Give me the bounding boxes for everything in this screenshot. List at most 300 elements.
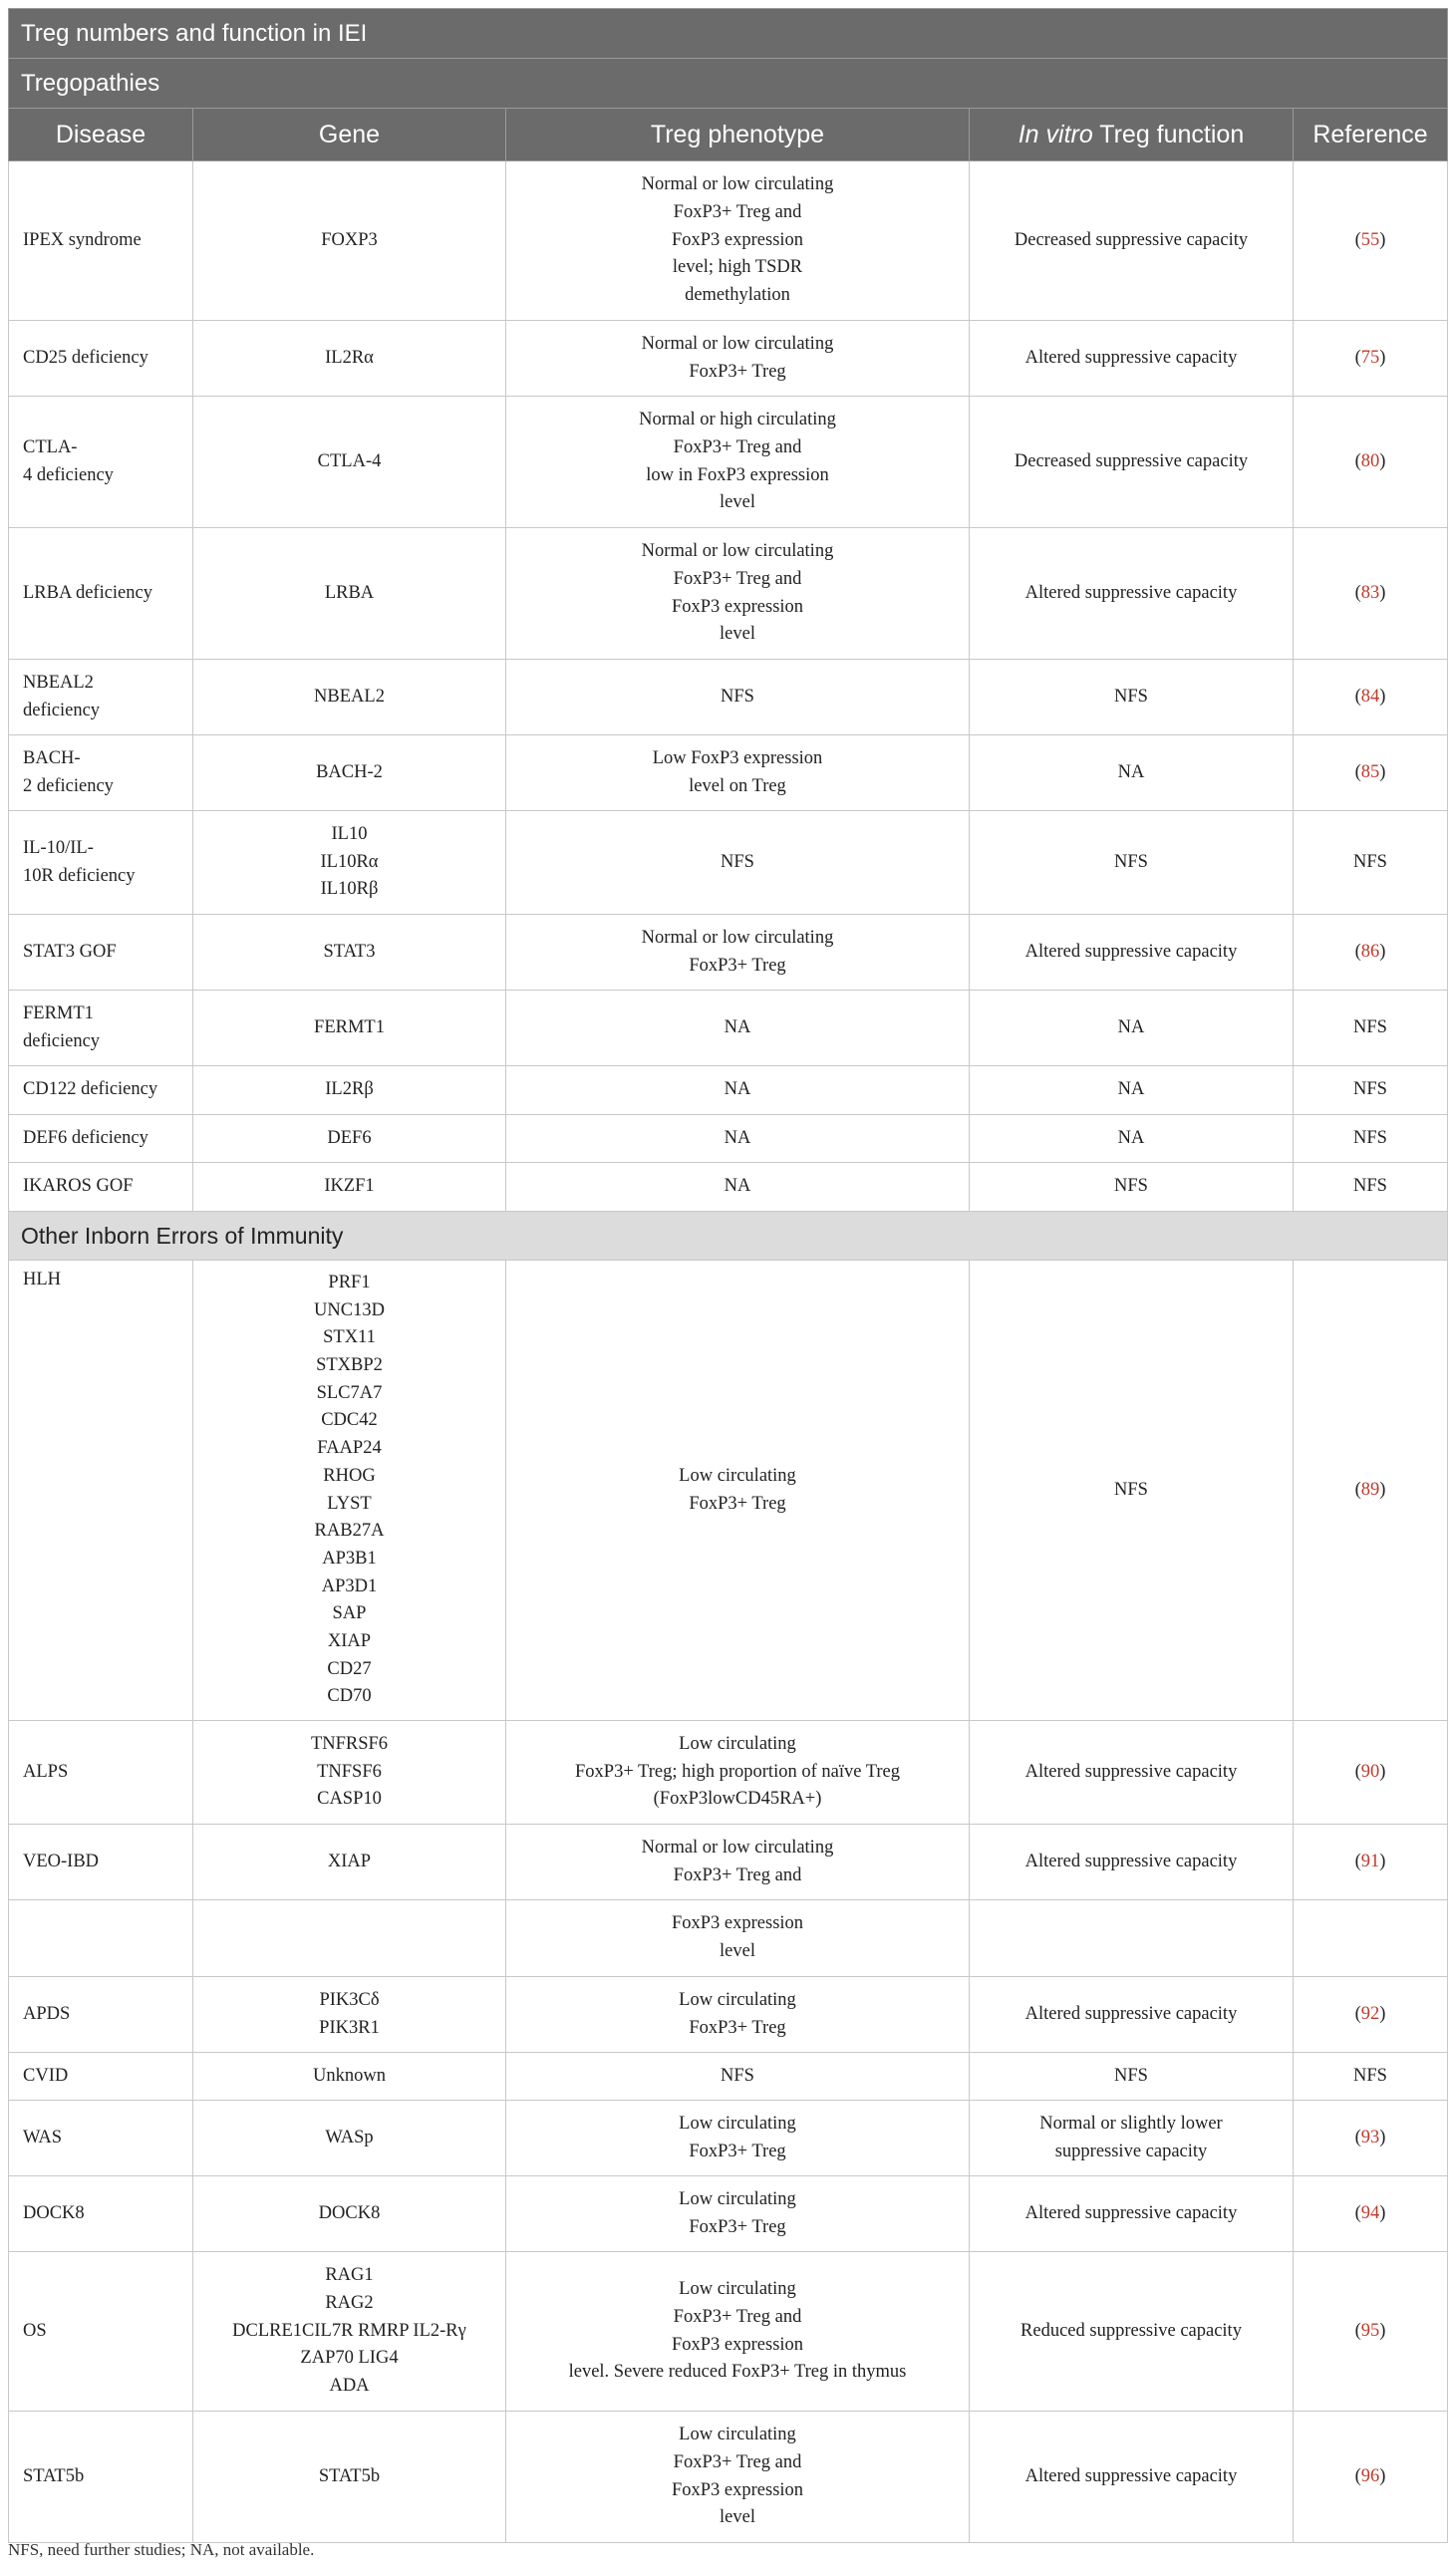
- gene-cell: [193, 161, 506, 321]
- phenotype-cell-line: Normal or low circulating: [641, 541, 834, 562]
- function-cell: [970, 1115, 1294, 1163]
- reference-link[interactable]: 85: [1360, 761, 1380, 782]
- table-row: [9, 1900, 1448, 1977]
- disease-cell: [9, 811, 193, 915]
- function-cell-line: Altered suppressive capacity: [1024, 582, 1238, 603]
- reference-text: NFS: [1353, 1016, 1387, 1037]
- phenotype-cell: [506, 1900, 970, 1977]
- disease-cell-line: 10R deficiency: [23, 865, 136, 886]
- disease-cell-line: LRBA deficiency: [23, 582, 152, 603]
- ref-open-paren: (: [1354, 2465, 1361, 2486]
- function-cell: [970, 321, 1294, 397]
- reference-link[interactable]: 75: [1360, 347, 1380, 368]
- gene-cell-line: CDC42: [321, 1410, 378, 1431]
- disease-cell-line: STAT3 GOF: [23, 941, 117, 962]
- phenotype-cell: [506, 660, 970, 735]
- function-cell: [970, 2053, 1294, 2101]
- phenotype-cell-line: Low circulating: [679, 2188, 796, 2209]
- disease-cell-line: BACH-: [23, 747, 81, 768]
- phenotype-cell-line: FoxP3 expression: [671, 1913, 804, 1934]
- function-cell: [970, 1900, 1294, 1977]
- reference-cell: [1294, 1163, 1448, 1212]
- disease-cell: [9, 2053, 193, 2101]
- table-row: [9, 321, 1448, 397]
- ref-open-paren: (: [1354, 2320, 1361, 2341]
- disease-cell: [9, 915, 193, 991]
- disease-cell-line: ALPS: [23, 1761, 69, 1782]
- phenotype-cell-line: level. Severe reduced FoxP3+ Treg in thymus: [568, 2362, 907, 2383]
- phenotype-cell-line: FoxP3+ Treg and: [673, 1864, 802, 1885]
- col-header-reference: Reference: [1294, 109, 1448, 161]
- ref-open-paren: (: [1354, 2127, 1361, 2147]
- function-cell: [970, 528, 1294, 660]
- disease-cell-line: FERMT1: [23, 1002, 94, 1023]
- disease-cell: [9, 735, 193, 811]
- reference-cell: [1294, 811, 1448, 915]
- ref-close-paren: ): [1379, 229, 1386, 250]
- reference-link[interactable]: 96: [1360, 2465, 1380, 2486]
- phenotype-cell-line: FoxP3+ Treg: [689, 361, 786, 382]
- phenotype-cell-line: FoxP3+ Treg and: [673, 2451, 802, 2472]
- function-cell-line: Altered suppressive capacity: [1024, 2465, 1238, 2486]
- ref-open-paren: (: [1354, 941, 1361, 962]
- function-cell: [970, 735, 1294, 811]
- disease-cell-line: DOCK8: [23, 2202, 85, 2223]
- reference-cell: [1294, 2176, 1448, 2252]
- treg-table: [8, 8, 1448, 2543]
- ref-open-paren: (: [1354, 1851, 1361, 1871]
- disease-cell: [9, 2252, 193, 2412]
- gene-cell: [193, 735, 506, 811]
- ref-close-paren: ): [1379, 2003, 1386, 2024]
- function-cell: [970, 1721, 1294, 1825]
- gene-cell: [193, 660, 506, 735]
- ref-open-paren: (: [1354, 1761, 1361, 1782]
- gene-cell-line: SLC7A7: [316, 1382, 383, 1403]
- reference-link[interactable]: 92: [1360, 2003, 1380, 2024]
- phenotype-cell-line: low in FoxP3 expression: [646, 464, 829, 485]
- disease-cell-line: 4 deficiency: [23, 464, 114, 485]
- disease-cell: [9, 1825, 193, 1900]
- phenotype-cell-line: FoxP3+ Treg; high proportion of naïve Treg: [575, 1761, 900, 1782]
- ref-close-paren: ): [1379, 450, 1386, 471]
- phenotype-cell-line: FoxP3 expression: [671, 2479, 804, 2500]
- disease-cell: [9, 2412, 193, 2543]
- disease-cell-line: deficiency: [23, 1030, 101, 1051]
- ref-close-paren: ): [1379, 1479, 1386, 1500]
- gene-cell-line: XIAP: [327, 1851, 372, 1871]
- ref-open-paren: (: [1354, 229, 1361, 250]
- function-cell: [970, 2412, 1294, 2543]
- phenotype-cell: [506, 1721, 970, 1825]
- tregopathies-rows: [9, 161, 1448, 1212]
- gene-cell-line: ZAP70 LIG4: [300, 2348, 399, 2369]
- disease-cell-line: NBEAL2: [23, 672, 94, 693]
- ref-close-paren: ): [1379, 2320, 1386, 2341]
- reference-cell: [1294, 735, 1448, 811]
- reference-link[interactable]: 91: [1360, 1851, 1380, 1871]
- disease-cell-line: deficiency: [23, 700, 101, 720]
- table-row: [9, 915, 1448, 991]
- ref-close-paren: ): [1379, 686, 1386, 707]
- other-iei-rows: [9, 1261, 1448, 2543]
- phenotype-cell: [506, 2053, 970, 2101]
- gene-cell-line: IL2Rβ: [325, 1079, 374, 1100]
- phenotype-cell-line: Low circulating: [679, 2279, 796, 2300]
- gene-cell-line: PRF1: [328, 1272, 371, 1292]
- table-row: [9, 2176, 1448, 2252]
- gene-cell-line: IL10Rα: [320, 851, 379, 872]
- phenotype-cell: [506, 915, 970, 991]
- reference-link[interactable]: 94: [1360, 2202, 1380, 2223]
- phenotype-cell-line: Low circulating: [679, 2113, 796, 2134]
- reference-link[interactable]: 93: [1360, 2127, 1380, 2147]
- function-cell: [970, 1066, 1294, 1115]
- gene-cell-line: NBEAL2: [314, 686, 385, 707]
- gene-cell-line: IKZF1: [324, 1176, 375, 1197]
- phenotype-cell-line: FoxP3+ Treg: [689, 2017, 786, 2038]
- gene-cell-line: TNFRSF6: [310, 1733, 389, 1754]
- table-row: [9, 2412, 1448, 2543]
- gene-cell: [193, 397, 506, 528]
- phenotype-cell-line: NA: [724, 1176, 751, 1197]
- phenotype-cell-line: NFS: [721, 2065, 754, 2086]
- disease-cell: [9, 397, 193, 528]
- table-title: Treg numbers and function in IEI: [9, 9, 1448, 59]
- table-row: [9, 1721, 1448, 1825]
- function-cell: [970, 2252, 1294, 2412]
- phenotype-cell-line: FoxP3+ Treg and: [673, 568, 802, 589]
- phenotype-cell-line: FoxP3+ Treg: [689, 1493, 786, 1514]
- function-cell-line: Altered suppressive capacity: [1024, 2202, 1238, 2223]
- table-container: [8, 8, 1447, 2543]
- ref-close-paren: ): [1379, 1851, 1386, 1871]
- function-cell-line: Reduced suppressive capacity: [1020, 2320, 1242, 2341]
- phenotype-cell-line: (FoxP3lowCD45RA+): [653, 1789, 822, 1810]
- gene-cell-line: WASp: [325, 2127, 374, 2147]
- function-cell-line: Altered suppressive capacity: [1024, 1761, 1238, 1782]
- function-cell-line: NFS: [1114, 686, 1148, 707]
- phenotype-cell-line: FoxP3+ Treg: [689, 2141, 786, 2161]
- section-tregopathies: Tregopathies: [9, 59, 1448, 109]
- ref-open-paren: (: [1354, 450, 1361, 471]
- ref-close-paren: ): [1379, 2127, 1386, 2147]
- reference-text: NFS: [1353, 2065, 1387, 2086]
- table-row: [9, 2252, 1448, 2412]
- disease-cell: [9, 161, 193, 321]
- phenotype-cell-line: level on Treg: [689, 775, 786, 796]
- phenotype-cell-line: Low circulating: [679, 1989, 796, 2010]
- gene-cell-line: TNFSF6: [317, 1761, 382, 1782]
- ref-close-paren: ): [1379, 2202, 1386, 2223]
- function-cell-line: Normal or slightly lower: [1039, 2113, 1223, 2134]
- phenotype-cell-line: level: [720, 1941, 755, 1961]
- function-cell: [970, 161, 1294, 321]
- ref-close-paren: ): [1379, 941, 1386, 962]
- phenotype-cell-line: Low circulating: [679, 1465, 796, 1486]
- phenotype-cell: [506, 735, 970, 811]
- phenotype-cell-line: Normal or low circulating: [641, 333, 834, 354]
- gene-cell-line: CD27: [327, 1658, 372, 1679]
- gene-cell-line: CTLA-4: [317, 450, 382, 471]
- disease-cell-line: CD25 deficiency: [23, 347, 148, 368]
- table-row: [9, 528, 1448, 660]
- gene-cell-line: AP3D1: [321, 1575, 378, 1596]
- gene-cell-line: FERMT1: [314, 1016, 385, 1037]
- ref-open-paren: (: [1354, 686, 1361, 707]
- reference-link[interactable]: 80: [1360, 450, 1380, 471]
- phenotype-cell-line: FoxP3+ Treg: [689, 2216, 786, 2237]
- disease-cell-line: IL-10/IL-: [23, 837, 94, 858]
- disease-cell: [9, 660, 193, 735]
- col-header-function-italic: In vitro: [1018, 120, 1093, 148]
- function-cell-line: Altered suppressive capacity: [1024, 2003, 1238, 2024]
- disease-cell-line: CVID: [23, 2065, 69, 2086]
- gene-cell: [193, 1163, 506, 1212]
- reference-cell: [1294, 2412, 1448, 2543]
- gene-cell-line: RHOG: [323, 1465, 376, 1486]
- gene-cell: [193, 1721, 506, 1825]
- disease-cell: [9, 528, 193, 660]
- gene-cell: [193, 811, 506, 915]
- function-cell-line: Altered suppressive capacity: [1024, 347, 1238, 368]
- ref-close-paren: ): [1379, 2465, 1386, 2486]
- gene-cell: [193, 321, 506, 397]
- gene-cell-line: STXBP2: [316, 1354, 383, 1375]
- phenotype-cell-line: NA: [724, 1016, 751, 1037]
- gene-cell-line: CD70: [327, 1686, 372, 1707]
- reference-cell: [1294, 397, 1448, 528]
- ref-open-paren: (: [1354, 2003, 1361, 2024]
- disease-cell-line: CTLA-: [23, 436, 78, 457]
- phenotype-cell: [506, 2412, 970, 2543]
- disease-cell: [9, 1977, 193, 2053]
- gene-cell-line: DEF6: [327, 1127, 372, 1148]
- table-row: [9, 735, 1448, 811]
- function-cell: [970, 1825, 1294, 1900]
- function-cell: [970, 1261, 1294, 1721]
- ref-open-paren: (: [1354, 347, 1361, 368]
- function-cell: [970, 2176, 1294, 2252]
- gene-cell-line: PIK3R1: [319, 2017, 380, 2038]
- disease-cell-line: HLH: [23, 1270, 62, 1289]
- table-row: [9, 397, 1448, 528]
- col-header-disease: Disease: [9, 109, 193, 161]
- table-row: [9, 1163, 1448, 1212]
- function-cell-line: NFS: [1114, 2065, 1148, 2086]
- gene-cell: [193, 2412, 506, 2543]
- gene-cell-line: ADA: [329, 2376, 370, 2397]
- ref-open-paren: (: [1354, 1479, 1361, 1500]
- disease-cell-line: CD122 deficiency: [23, 1079, 158, 1100]
- phenotype-cell-line: NFS: [721, 851, 754, 872]
- table-row: [9, 161, 1448, 321]
- gene-cell-line: STAT3: [323, 941, 376, 962]
- phenotype-cell-line: Normal or low circulating: [641, 927, 834, 948]
- function-cell: [970, 1977, 1294, 2053]
- reference-link[interactable]: 86: [1360, 941, 1380, 962]
- phenotype-cell-line: demethylation: [685, 285, 790, 306]
- section-other-iei: Other Inborn Errors of Immunity: [9, 1212, 1448, 1261]
- reference-cell: [1294, 2252, 1448, 2412]
- phenotype-cell-line: NA: [724, 1127, 751, 1148]
- gene-cell: [193, 2101, 506, 2176]
- reference-cell: [1294, 1261, 1448, 1721]
- ref-close-paren: ): [1379, 347, 1386, 368]
- gene-cell-line: DOCK8: [318, 2202, 381, 2223]
- phenotype-cell: [506, 2101, 970, 2176]
- phenotype-cell-line: NA: [724, 1079, 751, 1100]
- function-cell: [970, 915, 1294, 991]
- gene-cell: [193, 1825, 506, 1900]
- gene-cell-line: XIAP: [327, 1631, 372, 1652]
- disease-cell-line: OS: [23, 2320, 47, 2341]
- phenotype-cell-line: NFS: [721, 686, 754, 707]
- reference-link[interactable]: 95: [1360, 2320, 1380, 2341]
- reference-link[interactable]: 83: [1360, 582, 1380, 603]
- disease-cell: [9, 1115, 193, 1163]
- function-cell-line: Decreased suppressive capacity: [1014, 229, 1249, 250]
- phenotype-cell-line: FoxP3+ Treg and: [673, 2306, 802, 2327]
- reference-cell: [1294, 1900, 1448, 1977]
- gene-cell-line: CASP10: [317, 1789, 382, 1810]
- reference-cell: [1294, 660, 1448, 735]
- reference-cell: [1294, 321, 1448, 397]
- table-footnote: NFS, need further studies; NA, not available.: [8, 2540, 315, 2559]
- table-row: [9, 660, 1448, 735]
- phenotype-cell: [506, 397, 970, 528]
- phenotype-cell-line: FoxP3+ Treg and: [673, 201, 802, 222]
- function-cell: [970, 991, 1294, 1066]
- phenotype-cell: [506, 991, 970, 1066]
- phenotype-cell-line: FoxP3 expression: [671, 2334, 804, 2355]
- phenotype-cell-line: FoxP3+ Treg: [689, 955, 786, 976]
- col-header-gene: Gene: [193, 109, 506, 161]
- gene-cell-line: BACH-2: [316, 761, 383, 782]
- table-row: [9, 1261, 1448, 1721]
- reference-link[interactable]: 84: [1360, 686, 1380, 707]
- table-row: [9, 2101, 1448, 2176]
- disease-cell-line: DEF6 deficiency: [23, 1127, 148, 1148]
- gene-cell-line: STX11: [323, 1327, 376, 1348]
- disease-cell: [9, 1900, 193, 1977]
- disease-cell: [9, 1261, 193, 1721]
- gene-cell-line: IL2Rα: [325, 347, 374, 368]
- disease-cell-line: 2 deficiency: [23, 775, 114, 796]
- phenotype-cell: [506, 2252, 970, 2412]
- reference-cell: [1294, 1066, 1448, 1115]
- reference-cell: [1294, 915, 1448, 991]
- disease-cell: [9, 2101, 193, 2176]
- function-cell-line: Altered suppressive capacity: [1024, 1851, 1238, 1871]
- function-cell-line: suppressive capacity: [1054, 2141, 1208, 2161]
- gene-cell-line: FOXP3: [321, 229, 378, 250]
- phenotype-cell: [506, 1261, 970, 1721]
- reference-text: NFS: [1353, 1079, 1387, 1100]
- function-cell-line: NA: [1117, 1079, 1145, 1100]
- gene-cell-line: Unknown: [313, 2065, 386, 2086]
- gene-cell: [193, 2053, 506, 2101]
- gene-cell: [193, 1261, 506, 1721]
- phenotype-cell-line: Low FoxP3 expression: [652, 747, 823, 768]
- function-cell: [970, 811, 1294, 915]
- disease-cell-line: IPEX syndrome: [23, 229, 142, 250]
- phenotype-cell: [506, 1115, 970, 1163]
- phenotype-cell: [506, 528, 970, 660]
- phenotype-cell-line: FoxP3 expression: [671, 596, 804, 617]
- reference-cell: [1294, 1721, 1448, 1825]
- table-row: [9, 1066, 1448, 1115]
- gene-cell-line: IL10Rβ: [320, 879, 379, 900]
- phenotype-cell-line: FoxP3 expression: [671, 229, 804, 250]
- reference-text: NFS: [1353, 1176, 1387, 1197]
- ref-open-paren: (: [1354, 761, 1361, 782]
- ref-open-paren: (: [1354, 2202, 1361, 2223]
- reference-link[interactable]: 90: [1360, 1761, 1380, 1782]
- function-cell: [970, 660, 1294, 735]
- reference-cell: [1294, 1977, 1448, 2053]
- phenotype-cell-line: Low circulating: [679, 2425, 796, 2445]
- disease-cell: [9, 1066, 193, 1115]
- reference-cell: [1294, 1825, 1448, 1900]
- gene-cell: [193, 528, 506, 660]
- phenotype-cell-line: Low circulating: [679, 1733, 796, 1754]
- disease-cell: [9, 1163, 193, 1212]
- phenotype-cell-line: Normal or low circulating: [641, 1837, 834, 1858]
- ref-close-paren: ): [1379, 761, 1386, 782]
- gene-cell-line: AP3B1: [322, 1548, 377, 1569]
- phenotype-cell-line: level: [720, 492, 755, 513]
- phenotype-cell: [506, 811, 970, 915]
- gene-cell-line: RAG2: [325, 2292, 374, 2313]
- function-cell-line: NFS: [1114, 851, 1148, 872]
- gene-cell: [193, 1115, 506, 1163]
- ref-open-paren: (: [1354, 582, 1361, 603]
- reference-link[interactable]: 89: [1360, 1479, 1380, 1500]
- gene-cell: [193, 991, 506, 1066]
- gene-cell-line: LYST: [327, 1493, 372, 1514]
- phenotype-cell: [506, 2176, 970, 2252]
- disease-cell: [9, 991, 193, 1066]
- reference-link[interactable]: 55: [1360, 229, 1380, 250]
- phenotype-cell-line: FoxP3+ Treg and: [673, 436, 802, 457]
- reference-cell: [1294, 2053, 1448, 2101]
- gene-cell: [193, 2252, 506, 2412]
- function-cell: [970, 2101, 1294, 2176]
- phenotype-cell-line: level; high TSDR: [672, 257, 803, 278]
- function-cell: [970, 397, 1294, 528]
- col-header-function: [970, 109, 1294, 161]
- function-cell-line: Altered suppressive capacity: [1024, 941, 1238, 962]
- table-row: [9, 811, 1448, 915]
- phenotype-cell: [506, 161, 970, 321]
- phenotype-cell: [506, 321, 970, 397]
- gene-cell: [193, 1977, 506, 2053]
- reference-cell: [1294, 1115, 1448, 1163]
- gene-cell: [193, 2176, 506, 2252]
- phenotype-cell-line: Normal or high circulating: [639, 410, 836, 430]
- function-cell-line: Decreased suppressive capacity: [1014, 450, 1249, 471]
- reference-cell: [1294, 528, 1448, 660]
- gene-cell-line: STAT5b: [318, 2465, 381, 2486]
- phenotype-cell-line: level: [720, 624, 755, 645]
- disease-cell: [9, 2176, 193, 2252]
- phenotype-cell-line: level: [720, 2507, 755, 2528]
- gene-cell-line: SAP: [332, 1603, 367, 1624]
- gene-cell-line: FAAP24: [317, 1438, 382, 1459]
- gene-cell-line: DCLRE1CIL7R RMRP IL2-Rγ: [232, 2320, 466, 2341]
- function-cell-line: NFS: [1114, 1176, 1148, 1197]
